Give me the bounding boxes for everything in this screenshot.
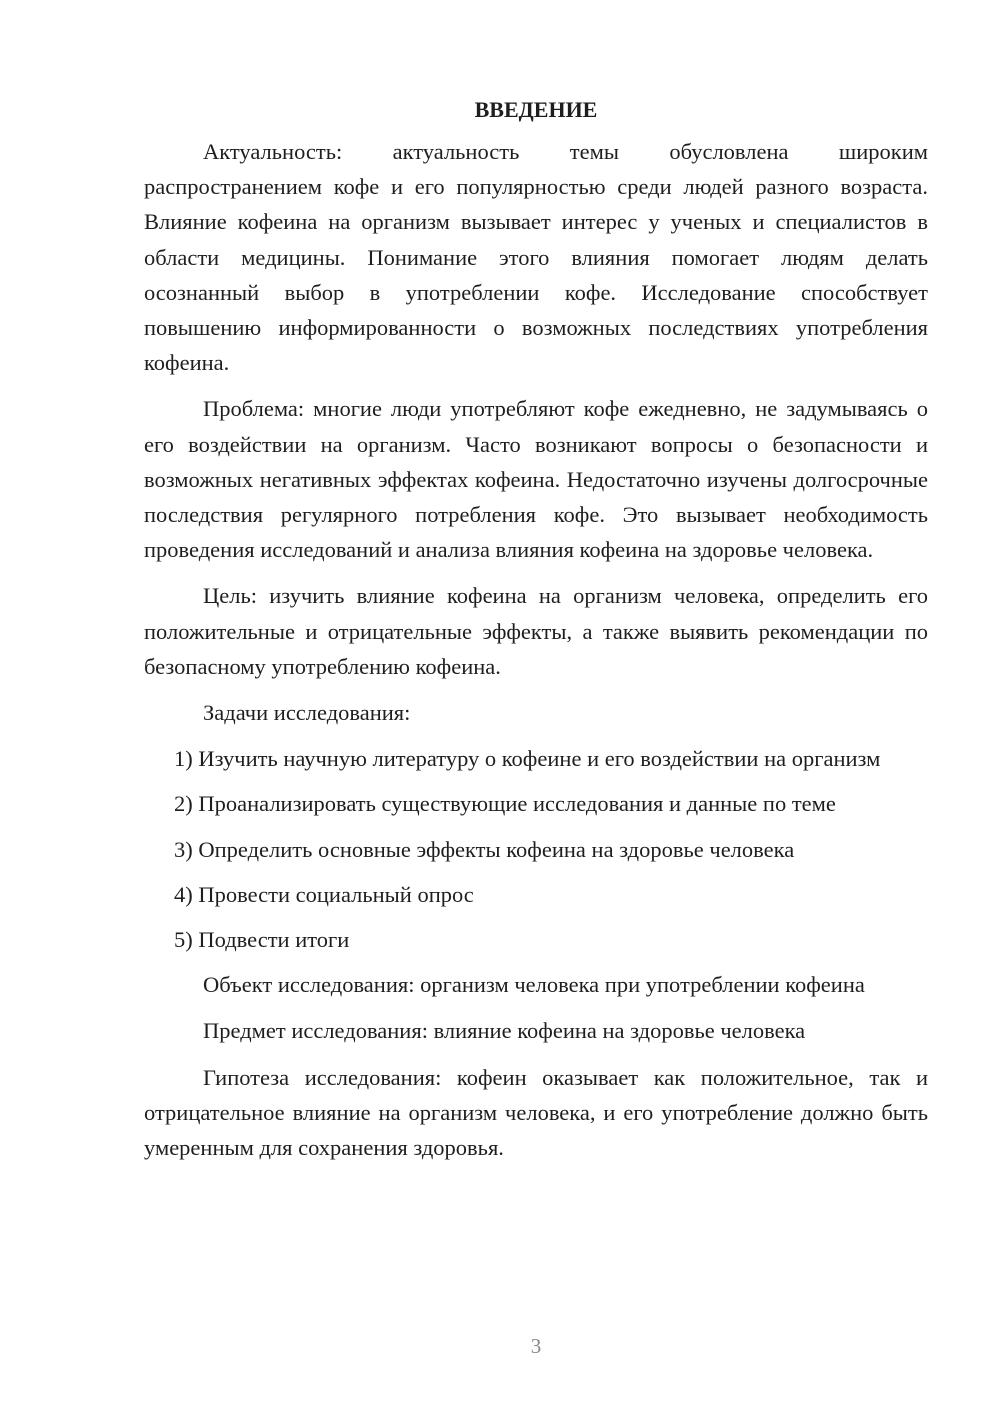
subject-paragraph: Предмет исследования: влияние кофеина на здоровье человека: [203, 1018, 806, 1044]
task-item-4: 4) Провести социальный опрос: [174, 881, 474, 907]
goal-paragraph: Цель: изучить влияние кофеина на организм человека, определить его положительные и отрицательные эффекты, а также выявить рекомендации по безопасному употреблению кофеина.: [144, 583, 928, 679]
task-item-1: 1) Изучить научную литературу о кофеине и его воздействии на организм: [174, 746, 881, 772]
problem-paragraph: Проблема: многие люди употребляют кофе ежедневно, не задумываясь о его воздействии на организм. Часто возникают вопросы о безопасности и возможных негативных эффектах кофеина. Недостаточно изучены долгосрочные последствия регулярного потребления кофе. Это вызывает необходимость проведения исследований и анализа влияния кофеина на здоровье человека.: [144, 396, 928, 563]
object-paragraph: Объект исследования: организм человека при употреблении кофеина: [203, 972, 865, 998]
page-title: ВВЕДЕНИЕ: [474, 97, 598, 122]
task-item-2: 2) Проанализировать существующие исследования и данные по теме: [174, 791, 836, 817]
relevance-paragraph: Актуальность: актуальность темы обусловлена широким распространением кофе и его популярностью среди людей разного возраста. Влияние кофеина на организм вызывает интерес у ученых и специалистов в области медицины. Понимание этого влияния помогает людям делать осознанный выбор в употреблении кофе. Исследование способствует повышению информированности о возможных последствиях употребления кофеина.: [144, 139, 928, 376]
tasks-heading: Задачи исследования:: [203, 700, 411, 726]
page-number: 3: [530, 1334, 542, 1358]
task-item-3: 3) Определить основные эффекты кофеина на здоровье человека: [174, 836, 795, 862]
page-content: [144, 92, 928, 1176]
task-item-5: 5) Подвести итоги: [174, 927, 350, 953]
hypothesis-paragraph: Гипотеза исследования: кофеин оказывает как положительное, так и отрицательное влияние на организм человека, и его употребление должно быть умеренным для сохранения здоровья.: [144, 1064, 928, 1161]
